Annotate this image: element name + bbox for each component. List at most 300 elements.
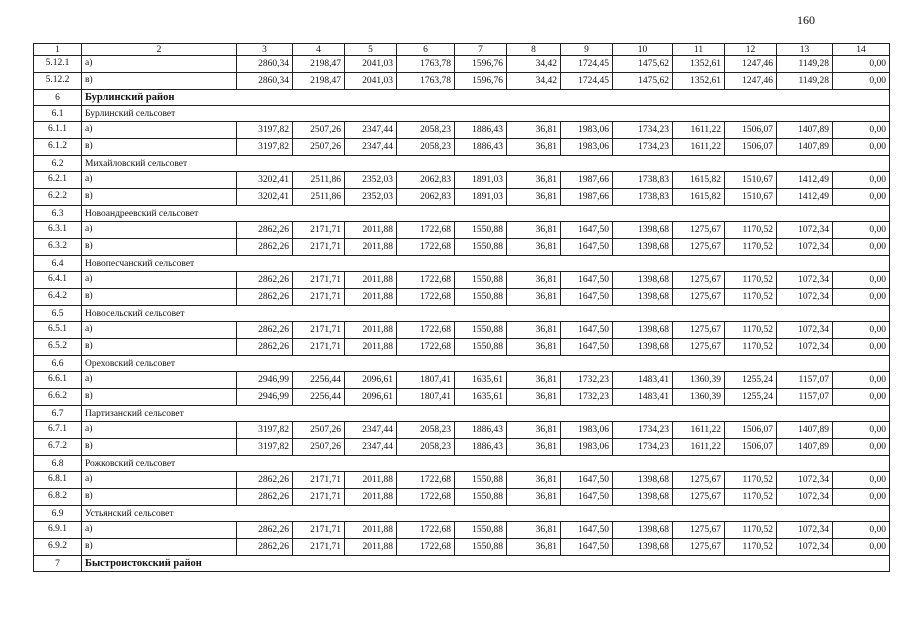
value-cell: 2507,26 xyxy=(293,422,345,439)
table-row xyxy=(34,322,890,339)
table-row xyxy=(34,122,890,139)
value-cell: 1891,03 xyxy=(455,172,507,189)
value-cell: 1072,34 xyxy=(777,472,833,489)
row-label: в) xyxy=(82,139,237,156)
row-index: 6.1 xyxy=(34,106,82,122)
value-cell: 0,00 xyxy=(833,222,890,239)
value-cell: 1275,67 xyxy=(673,322,725,339)
row-index: 7 xyxy=(34,556,82,572)
value-cell: 2011,88 xyxy=(345,539,397,556)
row-label: а) xyxy=(82,422,237,439)
value-cell: 1170,52 xyxy=(725,239,777,256)
value-cell: 1550,88 xyxy=(455,539,507,556)
value-cell: 1635,61 xyxy=(455,389,507,406)
table-row xyxy=(34,56,890,73)
value-cell: 1722,68 xyxy=(397,322,455,339)
value-cell: 1722,68 xyxy=(397,472,455,489)
value-cell: 36,81 xyxy=(507,489,561,506)
row-index: 6.5.1 xyxy=(34,322,82,339)
section-name: Партизанский сельсовет xyxy=(82,406,890,422)
value-cell: 1275,67 xyxy=(673,472,725,489)
table-row xyxy=(34,389,890,406)
value-cell: 1149,28 xyxy=(777,56,833,73)
value-cell: 1611,22 xyxy=(673,122,725,139)
value-cell: 1732,23 xyxy=(561,389,613,406)
value-cell: 1647,50 xyxy=(561,222,613,239)
value-cell: 1550,88 xyxy=(455,522,507,539)
row-label: а) xyxy=(82,372,237,389)
value-cell: 36,81 xyxy=(507,472,561,489)
value-cell: 1550,88 xyxy=(455,489,507,506)
value-cell: 36,81 xyxy=(507,539,561,556)
value-cell: 1722,68 xyxy=(397,522,455,539)
column-number-row xyxy=(34,44,890,56)
value-cell: 1170,52 xyxy=(725,539,777,556)
table-row xyxy=(34,522,890,539)
value-cell: 0,00 xyxy=(833,372,890,389)
value-cell: 1275,67 xyxy=(673,222,725,239)
value-cell: 2862,26 xyxy=(237,489,293,506)
value-cell: 0,00 xyxy=(833,489,890,506)
value-cell: 1072,34 xyxy=(777,222,833,239)
section-name: Устьянский сельсовет xyxy=(82,506,890,522)
row-label: в) xyxy=(82,73,237,90)
district-name: Быстроистокский район xyxy=(82,556,890,572)
column-number-9: 9 xyxy=(561,44,613,56)
value-cell: 0,00 xyxy=(833,122,890,139)
value-cell: 2062,83 xyxy=(397,189,455,206)
value-cell: 1722,68 xyxy=(397,339,455,356)
value-cell: 2011,88 xyxy=(345,489,397,506)
value-cell: 1611,22 xyxy=(673,439,725,456)
section-name: Рожковский сельсовет xyxy=(82,456,890,472)
value-cell: 2862,26 xyxy=(237,222,293,239)
value-cell: 1722,68 xyxy=(397,539,455,556)
value-cell: 1647,50 xyxy=(561,522,613,539)
value-cell: 1983,06 xyxy=(561,422,613,439)
value-cell: 1647,50 xyxy=(561,472,613,489)
row-index: 6.6.2 xyxy=(34,389,82,406)
value-cell: 2352,03 xyxy=(345,189,397,206)
value-cell: 1807,41 xyxy=(397,389,455,406)
value-cell: 1149,28 xyxy=(777,73,833,90)
table-row xyxy=(34,422,890,439)
value-cell: 2862,26 xyxy=(237,522,293,539)
value-cell: 1157,07 xyxy=(777,389,833,406)
section-heading-row xyxy=(34,106,890,122)
value-cell: 1483,41 xyxy=(613,372,673,389)
value-cell: 36,81 xyxy=(507,139,561,156)
value-cell: 1170,52 xyxy=(725,272,777,289)
value-cell: 2860,34 xyxy=(237,56,293,73)
table-row xyxy=(34,239,890,256)
value-cell: 1407,89 xyxy=(777,439,833,456)
value-cell: 0,00 xyxy=(833,322,890,339)
value-cell: 1550,88 xyxy=(455,272,507,289)
value-cell: 1407,89 xyxy=(777,139,833,156)
value-cell: 2011,88 xyxy=(345,322,397,339)
row-index: 6.7.2 xyxy=(34,439,82,456)
value-cell: 2347,44 xyxy=(345,139,397,156)
table-row xyxy=(34,189,890,206)
value-cell: 1275,67 xyxy=(673,489,725,506)
section-name: Новосельский сельсовет xyxy=(82,306,890,322)
value-cell: 2171,71 xyxy=(293,272,345,289)
column-number-2: 2 xyxy=(82,44,237,56)
row-index: 6.9 xyxy=(34,506,82,522)
value-cell: 1722,68 xyxy=(397,272,455,289)
value-cell: 2058,23 xyxy=(397,439,455,456)
value-cell: 36,81 xyxy=(507,172,561,189)
row-index: 6.2 xyxy=(34,156,82,172)
value-cell: 36,81 xyxy=(507,422,561,439)
value-cell: 2171,71 xyxy=(293,339,345,356)
value-cell: 1255,24 xyxy=(725,372,777,389)
section-name: Бурлинский сельсовет xyxy=(82,106,890,122)
value-cell: 36,81 xyxy=(507,522,561,539)
table-row xyxy=(34,472,890,489)
value-cell: 2347,44 xyxy=(345,422,397,439)
value-cell: 3197,82 xyxy=(237,139,293,156)
value-cell: 1611,22 xyxy=(673,422,725,439)
value-cell: 2171,71 xyxy=(293,539,345,556)
value-cell: 1412,49 xyxy=(777,172,833,189)
row-label: в) xyxy=(82,339,237,356)
value-cell: 1987,66 xyxy=(561,172,613,189)
row-label: в) xyxy=(82,189,237,206)
table-body xyxy=(34,44,890,572)
row-label: а) xyxy=(82,222,237,239)
value-cell: 0,00 xyxy=(833,472,890,489)
value-cell: 2011,88 xyxy=(345,472,397,489)
value-cell: 1275,67 xyxy=(673,522,725,539)
row-label: в) xyxy=(82,239,237,256)
value-cell: 2511,86 xyxy=(293,189,345,206)
value-cell: 3202,41 xyxy=(237,172,293,189)
value-cell: 1275,67 xyxy=(673,539,725,556)
value-cell: 2011,88 xyxy=(345,222,397,239)
value-cell: 1722,68 xyxy=(397,239,455,256)
value-cell: 0,00 xyxy=(833,289,890,306)
value-cell: 3197,82 xyxy=(237,122,293,139)
value-cell: 2171,71 xyxy=(293,489,345,506)
value-cell: 1722,68 xyxy=(397,222,455,239)
value-cell: 1738,83 xyxy=(613,172,673,189)
value-cell: 1170,52 xyxy=(725,289,777,306)
value-cell: 1506,07 xyxy=(725,139,777,156)
value-cell: 1647,50 xyxy=(561,322,613,339)
section-heading-row xyxy=(34,406,890,422)
value-cell: 1647,50 xyxy=(561,339,613,356)
value-cell: 1360,39 xyxy=(673,389,725,406)
value-cell: 1247,46 xyxy=(725,56,777,73)
column-number-5: 5 xyxy=(345,44,397,56)
value-cell: 2171,71 xyxy=(293,289,345,306)
value-cell: 36,81 xyxy=(507,122,561,139)
value-cell: 3202,41 xyxy=(237,189,293,206)
value-cell: 1724,45 xyxy=(561,56,613,73)
section-heading-row xyxy=(34,506,890,522)
table-row xyxy=(34,372,890,389)
row-index: 6.9.2 xyxy=(34,539,82,556)
value-cell: 1886,43 xyxy=(455,122,507,139)
value-cell: 0,00 xyxy=(833,73,890,90)
value-cell: 2171,71 xyxy=(293,239,345,256)
value-cell: 1407,89 xyxy=(777,122,833,139)
value-cell: 1983,06 xyxy=(561,122,613,139)
value-cell: 2862,26 xyxy=(237,472,293,489)
row-label: а) xyxy=(82,56,237,73)
value-cell: 1722,68 xyxy=(397,289,455,306)
value-cell: 1647,50 xyxy=(561,239,613,256)
value-cell: 1886,43 xyxy=(455,439,507,456)
value-cell: 1550,88 xyxy=(455,289,507,306)
value-cell: 1275,67 xyxy=(673,339,725,356)
value-cell: 2347,44 xyxy=(345,439,397,456)
value-cell: 2507,26 xyxy=(293,439,345,456)
value-cell: 36,81 xyxy=(507,222,561,239)
column-number-6: 6 xyxy=(397,44,455,56)
value-cell: 1157,07 xyxy=(777,372,833,389)
section-heading-row xyxy=(34,256,890,272)
row-index: 5.12.2 xyxy=(34,73,82,90)
row-index: 6.3.1 xyxy=(34,222,82,239)
column-number-8: 8 xyxy=(507,44,561,56)
value-cell: 0,00 xyxy=(833,389,890,406)
district-name: Бурлинский район xyxy=(82,90,890,106)
value-cell: 1550,88 xyxy=(455,322,507,339)
value-cell: 2171,71 xyxy=(293,472,345,489)
value-cell: 34,42 xyxy=(507,73,561,90)
value-cell: 2862,26 xyxy=(237,339,293,356)
page-number: 160 xyxy=(797,13,815,27)
value-cell: 2507,26 xyxy=(293,122,345,139)
table-row xyxy=(34,439,890,456)
row-label: в) xyxy=(82,539,237,556)
table-row xyxy=(34,172,890,189)
row-index: 6.2.2 xyxy=(34,189,82,206)
value-cell: 36,81 xyxy=(507,389,561,406)
value-cell: 1072,34 xyxy=(777,239,833,256)
table-row xyxy=(34,73,890,90)
value-cell: 1734,23 xyxy=(613,439,673,456)
value-cell: 1072,34 xyxy=(777,489,833,506)
tariff-table xyxy=(33,43,890,572)
value-cell: 1072,34 xyxy=(777,522,833,539)
value-cell: 36,81 xyxy=(507,339,561,356)
row-index: 6.1.1 xyxy=(34,122,82,139)
value-cell: 1550,88 xyxy=(455,339,507,356)
value-cell: 0,00 xyxy=(833,139,890,156)
value-cell: 2011,88 xyxy=(345,289,397,306)
value-cell: 2171,71 xyxy=(293,322,345,339)
table-row xyxy=(34,489,890,506)
column-number-7: 7 xyxy=(455,44,507,56)
row-label: а) xyxy=(82,172,237,189)
value-cell: 1398,68 xyxy=(613,339,673,356)
value-cell: 1506,07 xyxy=(725,422,777,439)
value-cell: 1722,68 xyxy=(397,489,455,506)
section-name: Новоандреевский сельсовет xyxy=(82,206,890,222)
value-cell: 2041,03 xyxy=(345,56,397,73)
value-cell: 1398,68 xyxy=(613,289,673,306)
value-cell: 36,81 xyxy=(507,322,561,339)
value-cell: 0,00 xyxy=(833,439,890,456)
row-index: 6.5 xyxy=(34,306,82,322)
value-cell: 2011,88 xyxy=(345,239,397,256)
value-cell: 0,00 xyxy=(833,522,890,539)
row-index: 6.4 xyxy=(34,256,82,272)
value-cell: 1550,88 xyxy=(455,472,507,489)
column-number-11: 11 xyxy=(673,44,725,56)
row-label: в) xyxy=(82,489,237,506)
table-row xyxy=(34,289,890,306)
value-cell: 1275,67 xyxy=(673,272,725,289)
row-index: 6.6 xyxy=(34,356,82,372)
section-name: Михайловский сельсовет xyxy=(82,156,890,172)
value-cell: 1734,23 xyxy=(613,139,673,156)
row-label: а) xyxy=(82,472,237,489)
table-row xyxy=(34,139,890,156)
row-index: 6.5.2 xyxy=(34,339,82,356)
value-cell: 1987,66 xyxy=(561,189,613,206)
value-cell: 3197,82 xyxy=(237,422,293,439)
value-cell: 2096,61 xyxy=(345,372,397,389)
row-index: 6.4.2 xyxy=(34,289,82,306)
value-cell: 1352,61 xyxy=(673,56,725,73)
table-row xyxy=(34,539,890,556)
value-cell: 2256,44 xyxy=(293,389,345,406)
row-label: в) xyxy=(82,439,237,456)
value-cell: 1398,68 xyxy=(613,322,673,339)
row-index: 6.3 xyxy=(34,206,82,222)
value-cell: 1398,68 xyxy=(613,522,673,539)
value-cell: 1510,67 xyxy=(725,189,777,206)
value-cell: 1398,68 xyxy=(613,539,673,556)
row-index: 6.4.1 xyxy=(34,272,82,289)
value-cell: 1596,76 xyxy=(455,73,507,90)
value-cell: 1635,61 xyxy=(455,372,507,389)
value-cell: 1611,22 xyxy=(673,139,725,156)
section-heading-row xyxy=(34,456,890,472)
row-index: 6.8 xyxy=(34,456,82,472)
value-cell: 1506,07 xyxy=(725,122,777,139)
value-cell: 3197,82 xyxy=(237,439,293,456)
value-cell: 2096,61 xyxy=(345,389,397,406)
value-cell: 1475,62 xyxy=(613,56,673,73)
section-heading-row xyxy=(34,156,890,172)
value-cell: 0,00 xyxy=(833,272,890,289)
value-cell: 1550,88 xyxy=(455,239,507,256)
value-cell: 1738,83 xyxy=(613,189,673,206)
row-index: 6.1.2 xyxy=(34,139,82,156)
value-cell: 1983,06 xyxy=(561,139,613,156)
row-label: а) xyxy=(82,272,237,289)
value-cell: 0,00 xyxy=(833,239,890,256)
row-index: 6.8.1 xyxy=(34,472,82,489)
value-cell: 2352,03 xyxy=(345,172,397,189)
value-cell: 1891,03 xyxy=(455,189,507,206)
value-cell: 2011,88 xyxy=(345,522,397,539)
value-cell: 1763,78 xyxy=(397,56,455,73)
value-cell: 1398,68 xyxy=(613,489,673,506)
value-cell: 1170,52 xyxy=(725,322,777,339)
value-cell: 36,81 xyxy=(507,289,561,306)
value-cell: 1475,62 xyxy=(613,73,673,90)
row-label: а) xyxy=(82,322,237,339)
row-index: 6.7.1 xyxy=(34,422,82,439)
district-heading-row xyxy=(34,556,890,572)
value-cell: 1398,68 xyxy=(613,272,673,289)
value-cell: 2347,44 xyxy=(345,122,397,139)
value-cell: 2862,26 xyxy=(237,289,293,306)
column-number-1: 1 xyxy=(34,44,82,56)
value-cell: 0,00 xyxy=(833,189,890,206)
row-label: а) xyxy=(82,122,237,139)
value-cell: 1615,82 xyxy=(673,189,725,206)
value-cell: 0,00 xyxy=(833,339,890,356)
value-cell: 1483,41 xyxy=(613,389,673,406)
row-index: 6.8.2 xyxy=(34,489,82,506)
value-cell: 1886,43 xyxy=(455,139,507,156)
value-cell: 2862,26 xyxy=(237,272,293,289)
value-cell: 1072,34 xyxy=(777,272,833,289)
value-cell: 1352,61 xyxy=(673,73,725,90)
row-index: 6 xyxy=(34,90,82,106)
value-cell: 1647,50 xyxy=(561,539,613,556)
section-name: Ореховский сельсовет xyxy=(82,356,890,372)
value-cell: 1072,34 xyxy=(777,539,833,556)
value-cell: 2058,23 xyxy=(397,422,455,439)
value-cell: 0,00 xyxy=(833,56,890,73)
value-cell: 1734,23 xyxy=(613,122,673,139)
column-number-12: 12 xyxy=(725,44,777,56)
value-cell: 2511,86 xyxy=(293,172,345,189)
value-cell: 1398,68 xyxy=(613,222,673,239)
row-index: 6.7 xyxy=(34,406,82,422)
row-index: 6.6.1 xyxy=(34,372,82,389)
value-cell: 2011,88 xyxy=(345,339,397,356)
value-cell: 1550,88 xyxy=(455,222,507,239)
table-row xyxy=(34,272,890,289)
column-number-10: 10 xyxy=(613,44,673,56)
value-cell: 2198,47 xyxy=(293,56,345,73)
value-cell: 1647,50 xyxy=(561,489,613,506)
value-cell: 2171,71 xyxy=(293,522,345,539)
value-cell: 2062,83 xyxy=(397,172,455,189)
value-cell: 1615,82 xyxy=(673,172,725,189)
value-cell: 2507,26 xyxy=(293,139,345,156)
value-cell: 1763,78 xyxy=(397,73,455,90)
row-label: в) xyxy=(82,389,237,406)
column-number-4: 4 xyxy=(293,44,345,56)
value-cell: 1886,43 xyxy=(455,422,507,439)
value-cell: 1072,34 xyxy=(777,289,833,306)
table-row xyxy=(34,222,890,239)
value-cell: 1983,06 xyxy=(561,439,613,456)
value-cell: 1072,34 xyxy=(777,322,833,339)
value-cell: 2860,34 xyxy=(237,73,293,90)
table-row xyxy=(34,339,890,356)
value-cell: 0,00 xyxy=(833,422,890,439)
row-label: в) xyxy=(82,289,237,306)
value-cell: 1170,52 xyxy=(725,339,777,356)
section-name: Новопесчанский сельсовет xyxy=(82,256,890,272)
section-heading-row xyxy=(34,306,890,322)
value-cell: 1647,50 xyxy=(561,289,613,306)
row-index: 6.3.2 xyxy=(34,239,82,256)
value-cell: 1255,24 xyxy=(725,389,777,406)
